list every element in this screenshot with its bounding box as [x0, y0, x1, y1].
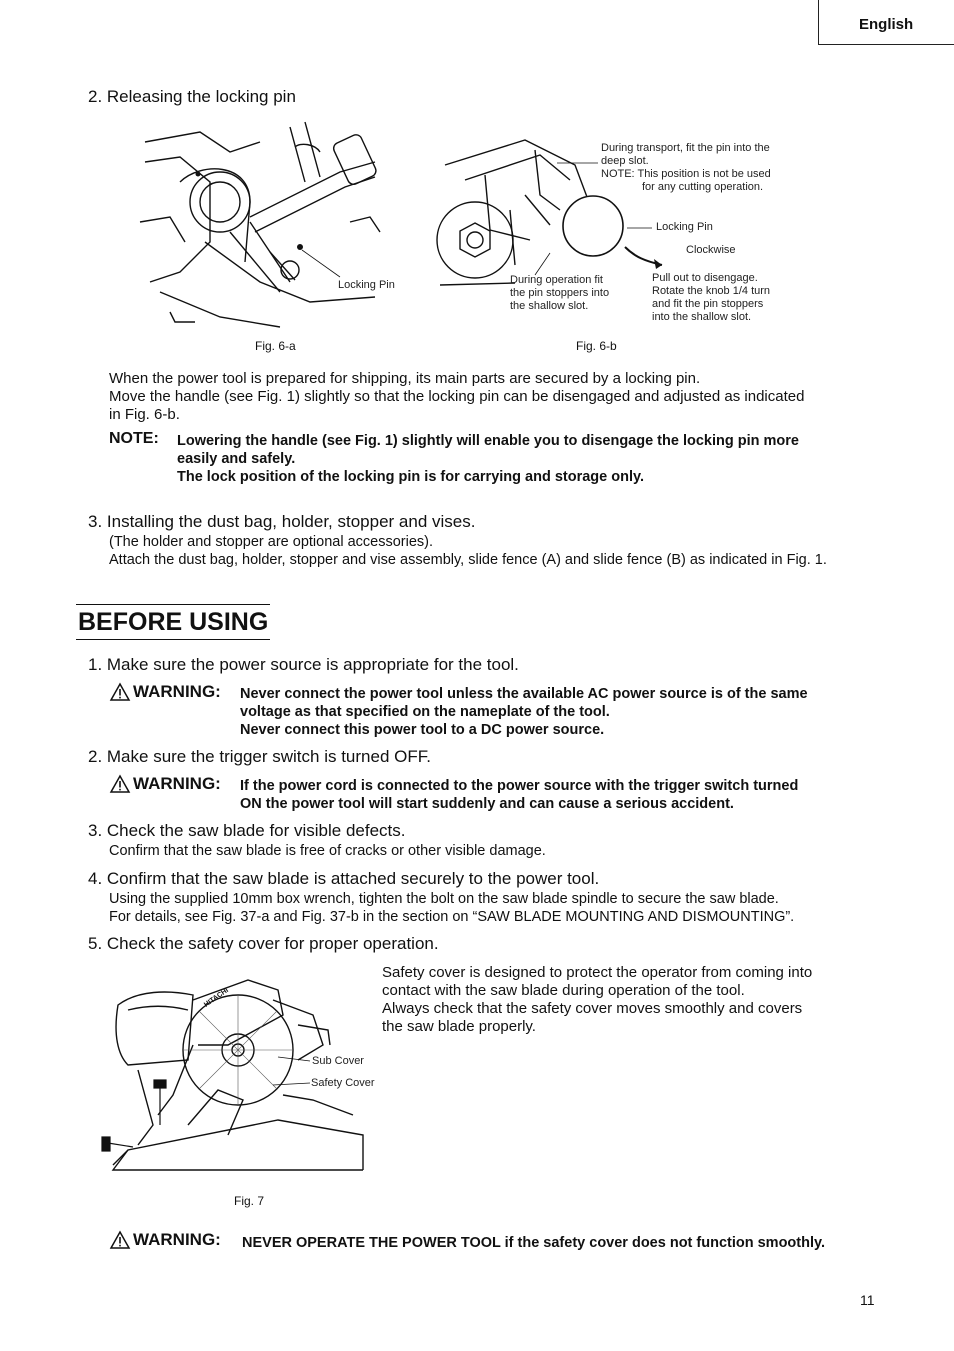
fig-7-illustration	[98, 975, 368, 1175]
warning-triangle-icon	[110, 1231, 130, 1249]
fig6a-label-locking-pin: Locking Pin	[338, 279, 395, 291]
fig7-label-safety-cover: Safety Cover	[311, 1077, 375, 1089]
item2-heading: 2. Make sure the trigger switch is turned OFF.	[88, 747, 431, 766]
final-warning-text: NEVER OPERATE THE POWER TOOL if the safety cover does not function smoothly.	[242, 1235, 826, 1251]
fig7-brand-logo: HITACHI	[203, 987, 230, 1009]
item4-heading: 4. Confirm that the saw blade is attached securely to the power tool.	[88, 869, 600, 888]
fig7-caption: Fig. 7	[234, 1194, 265, 1208]
item1-heading: 1. Make sure the power source is appropriate for the tool.	[88, 655, 519, 674]
fig-6a-illustration	[140, 122, 380, 332]
fig6b-label-clockwise: Clockwise	[686, 244, 736, 256]
fig6b-pull-note: Pull out to disengage. Rotate the knob 1/4 turn and fit the pin stoppers into the shallow slot.	[652, 272, 771, 323]
fig6b-operation-note: During operation fit the pin stoppers into the shallow slot.	[510, 274, 610, 312]
item3-body: Confirm that the saw blade is free of cracks or other visible damage.	[109, 843, 546, 859]
item4-body: Using the supplied 10mm box wrench, tighten the bolt on the saw blade spindle to secure the saw blade. For details, see Fig. 37-a and Fig. 37-b in the section on “SAW BLADE MOUNTING AND DISMOUNTING”.	[109, 891, 795, 925]
item1-warning-text: Never connect the power tool unless the available AC power source is of the same voltage as that specified on the nameplate of the tool. Never connect this power tool to a DC power source.	[240, 686, 808, 738]
final-warning-label: WARNING:	[110, 1230, 221, 1250]
item1-warning-label: WARNING:	[110, 682, 221, 702]
item3-heading: 3. Check the saw blade for visible defects.	[88, 821, 406, 840]
step2-heading: 2. Releasing the locking pin	[88, 87, 296, 106]
language-label: English	[859, 16, 914, 33]
step2-paragraph: When the power tool is prepared for shipping, its main parts are secured by a locking pin. Move the handle (see Fig. 1) slightly so that the locking pin can be disengaged and adjusted as indicated in Fig. 6-b.	[109, 370, 805, 423]
step3-heading: 3. Installing the dust bag, holder, stopper and vises.	[88, 512, 476, 531]
note-label: NOTE:	[109, 430, 159, 447]
section-title: BEFORE USING	[76, 604, 270, 640]
item5-heading: 5. Check the safety cover for proper operation.	[88, 934, 439, 953]
fig6b-label-locking-pin: Locking Pin	[656, 221, 713, 233]
item2-warning-label: WARNING:	[110, 774, 221, 794]
fig6b-caption: Fig. 6-b	[576, 339, 617, 353]
item5-paragraph: Safety cover is designed to protect the operator from coming into contact with the saw blade during operation of the tool. Always check that the safety cover moves smoothly and covers the saw blade properly.	[382, 964, 813, 1035]
fig7-label-sub-cover: Sub Cover	[312, 1055, 364, 1067]
page-number: 11	[860, 1292, 875, 1308]
language-tab	[818, 0, 954, 45]
warning-triangle-icon	[110, 775, 130, 793]
item2-warning-text: If the power cord is connected to the power source with the trigger switch turned ON the power tool will start suddenly and can cause a serious accident.	[240, 778, 799, 812]
fig6a-caption: Fig. 6-a	[255, 339, 296, 353]
step3-body: (The holder and stopper are optional accessories). Attach the dust bag, holder, stopper and vise assembly, slide fence (A) and slide fence (B) as indicated in Fig. 1.	[109, 534, 827, 568]
fig6b-transport-note: During transport, fit the pin into the deep slot. NOTE: This position is not be used for any cutting operation.	[601, 142, 771, 193]
note-text: Lowering the handle (see Fig. 1) slightly will enable you to disengage the locking pin more easily and safely. The lock position of the locking pin is for carrying and storage only.	[177, 433, 799, 485]
warning-triangle-icon	[110, 683, 130, 701]
